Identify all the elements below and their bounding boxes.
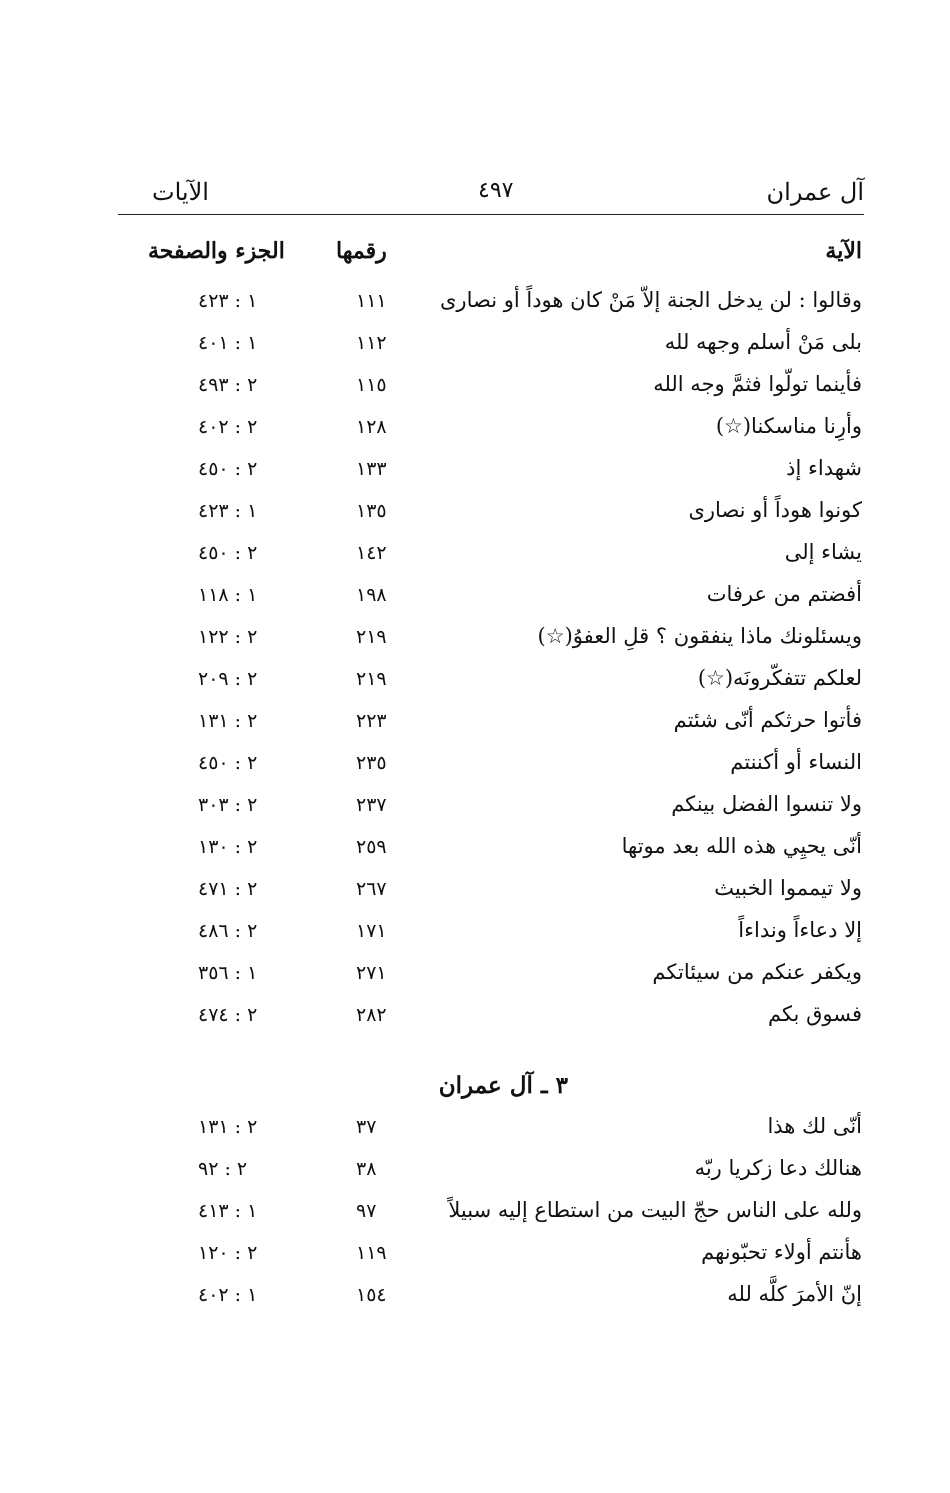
ayah-number: ١١٩ bbox=[356, 1242, 387, 1264]
ayah-text: أنّى يحيِي هذه الله بعد موتها bbox=[621, 834, 862, 858]
table-row bbox=[0, 624, 950, 666]
table-row bbox=[0, 876, 950, 918]
section-heading: ٣ ـ آل عمران bbox=[438, 1072, 568, 1099]
volume-page-ref: ١ : ٣٥٦ bbox=[198, 962, 258, 984]
table-row bbox=[0, 918, 950, 960]
volume-page-ref: ٢ : ٩٢ bbox=[198, 1158, 248, 1180]
verse-index-table bbox=[0, 288, 950, 1044]
ayah-number: ٢٢٣ bbox=[356, 710, 387, 732]
ayah-number: ١١١ bbox=[356, 290, 387, 312]
ayah-number: ١١٥ bbox=[356, 374, 387, 396]
table-row bbox=[0, 330, 950, 372]
column-header-number: رقمها bbox=[336, 238, 387, 264]
ayah-text: فأينما تولّوا فثمَّ وجه الله bbox=[653, 372, 862, 396]
volume-page-ref: ٢ : ١٣١ bbox=[198, 1116, 258, 1138]
volume-page-ref: ١ : ١١٨ bbox=[198, 584, 258, 606]
table-row bbox=[0, 666, 950, 708]
table-row bbox=[0, 372, 950, 414]
volume-page-ref: ٢ : ٢٠٩ bbox=[198, 668, 258, 690]
ayah-text: يشاء إلى bbox=[784, 540, 862, 564]
ayah-number: ٢٨٢ bbox=[356, 1004, 387, 1026]
ayah-number: ١٢٨ bbox=[356, 416, 387, 438]
table-row bbox=[0, 498, 950, 540]
volume-page-ref: ٢ : ٤٧١ bbox=[198, 878, 258, 900]
ayah-text: ولله على الناس حجّ البيت من استطاع إليه سبيلاً bbox=[448, 1198, 862, 1222]
volume-page-ref: ١ : ٤٢٣ bbox=[198, 500, 258, 522]
table-row bbox=[0, 414, 950, 456]
ayah-text: فأتوا حرثكم أنّى شئتم bbox=[673, 708, 862, 732]
column-header-volume-page: الجزء والصفحة bbox=[148, 238, 285, 264]
ayah-number: ٢٣٧ bbox=[356, 794, 387, 816]
ayah-text: النساء أو أكننتم bbox=[730, 750, 862, 774]
volume-page-ref: ٢ : ٣٠٣ bbox=[198, 794, 258, 816]
ayah-text: وأرِنا مناسكنا(☆) bbox=[715, 414, 862, 438]
ayah-text: وقالوا : لن يدخل الجنة إلاّ مَنْ كان هوداً أو نصارى bbox=[440, 288, 862, 312]
ayah-text: ولا تيمموا الخبيث bbox=[714, 876, 862, 900]
ayah-number: ١١٢ bbox=[356, 332, 387, 354]
ayah-text: كونوا هوداً أو نصارى bbox=[688, 498, 862, 522]
ayah-number: ٢٥٩ bbox=[356, 836, 387, 858]
volume-page-ref: ٢ : ٤٧٤ bbox=[198, 1004, 258, 1026]
table-row bbox=[0, 1240, 950, 1282]
ayah-number: ٢٧١ bbox=[356, 962, 387, 984]
column-header-ayah: الآية bbox=[825, 238, 862, 264]
ayah-text: شهداء إذ bbox=[786, 456, 862, 480]
ayah-number: ٣٨ bbox=[356, 1158, 377, 1180]
ayah-text: ويكفر عنكم من سيئاتكم bbox=[652, 960, 862, 984]
volume-page-ref: ١ : ٤٠١ bbox=[198, 332, 258, 354]
ayah-text: بلى مَنْ أسلم وجهه لله bbox=[664, 330, 862, 354]
volume-page-ref: ٢ : ٤٨٦ bbox=[198, 920, 258, 942]
ayah-number: ١٣٣ bbox=[356, 458, 387, 480]
table-row bbox=[0, 1114, 950, 1156]
volume-page-ref: ١ : ٤٢٣ bbox=[198, 290, 258, 312]
ayah-text: فسوق بكم bbox=[767, 1002, 862, 1026]
ayah-number: ٢١٩ bbox=[356, 626, 387, 648]
volume-page-ref: ٢ : ٤٥٠ bbox=[198, 542, 258, 564]
volume-page-ref: ٢ : ٤٥٠ bbox=[198, 458, 258, 480]
volume-page-ref: ٢ : ١٢٢ bbox=[198, 626, 258, 648]
ayah-text: إلا دعاءاً ونداءاً bbox=[738, 918, 862, 942]
ayah-text: لعلكم تتفكّرونَه(☆) bbox=[697, 666, 862, 690]
table-row bbox=[0, 456, 950, 498]
volume-page-ref: ١ : ٤١٣ bbox=[198, 1200, 258, 1222]
ayah-number: ١٣٥ bbox=[356, 500, 387, 522]
ayah-text: هأنتم أولاء تحبّونهم bbox=[701, 1240, 862, 1264]
ayah-text: إنّ الأمرَ كلَّه لله bbox=[727, 1282, 862, 1306]
volume-page-ref: ٢ : ١٢٠ bbox=[198, 1242, 258, 1264]
table-row bbox=[0, 540, 950, 582]
ayah-text: أنّى لك هذا bbox=[767, 1114, 862, 1138]
ayah-number: ١٤٢ bbox=[356, 542, 387, 564]
ayah-text: ويسئلونك ماذا ينفقون ؟ قلِ العفوُ(☆) bbox=[537, 624, 862, 648]
table-row bbox=[0, 1002, 950, 1044]
ayah-number: ٩٧ bbox=[356, 1200, 377, 1222]
table-row bbox=[0, 792, 950, 834]
table-row bbox=[0, 1198, 950, 1240]
ayah-number: ١٥٤ bbox=[356, 1284, 387, 1306]
volume-page-ref: ٢ : ٤٩٣ bbox=[198, 374, 258, 396]
ayah-number: ٣٧ bbox=[356, 1116, 377, 1138]
ayah-number: ١٩٨ bbox=[356, 584, 387, 606]
ayah-text: ولا تنسوا الفضل بينكم bbox=[671, 792, 862, 816]
verse-index-table-section-2 bbox=[0, 1114, 950, 1324]
table-row bbox=[0, 708, 950, 750]
volume-page-ref: ١ : ٤٠٢ bbox=[198, 1284, 258, 1306]
ayah-number: ٢١٩ bbox=[356, 668, 387, 690]
ayah-number: ١٧١ bbox=[356, 920, 387, 942]
table-row bbox=[0, 582, 950, 624]
ayah-number: ٢٣٥ bbox=[356, 752, 387, 774]
section-name: آل عمران bbox=[766, 178, 864, 206]
table-row bbox=[0, 750, 950, 792]
volume-page-ref: ٢ : ٤٠٢ bbox=[198, 416, 258, 438]
table-row bbox=[0, 1282, 950, 1324]
table-row bbox=[0, 288, 950, 330]
volume-page-ref: ٢ : ١٣٠ bbox=[198, 836, 258, 858]
ayah-number: ٢٦٧ bbox=[356, 878, 387, 900]
ayah-text: أفضتم من عرفات bbox=[706, 582, 862, 606]
ayah-text: هنالك دعا زكريا ربّه bbox=[694, 1156, 862, 1180]
running-header bbox=[118, 178, 864, 215]
volume-page-ref: ٢ : ١٣١ bbox=[198, 710, 258, 732]
table-row bbox=[0, 1156, 950, 1198]
table-row bbox=[0, 960, 950, 1002]
page-number: ٤٩٧ bbox=[478, 178, 514, 203]
index-title: الآيات bbox=[152, 178, 209, 206]
table-row bbox=[0, 834, 950, 876]
volume-page-ref: ٢ : ٤٥٠ bbox=[198, 752, 258, 774]
